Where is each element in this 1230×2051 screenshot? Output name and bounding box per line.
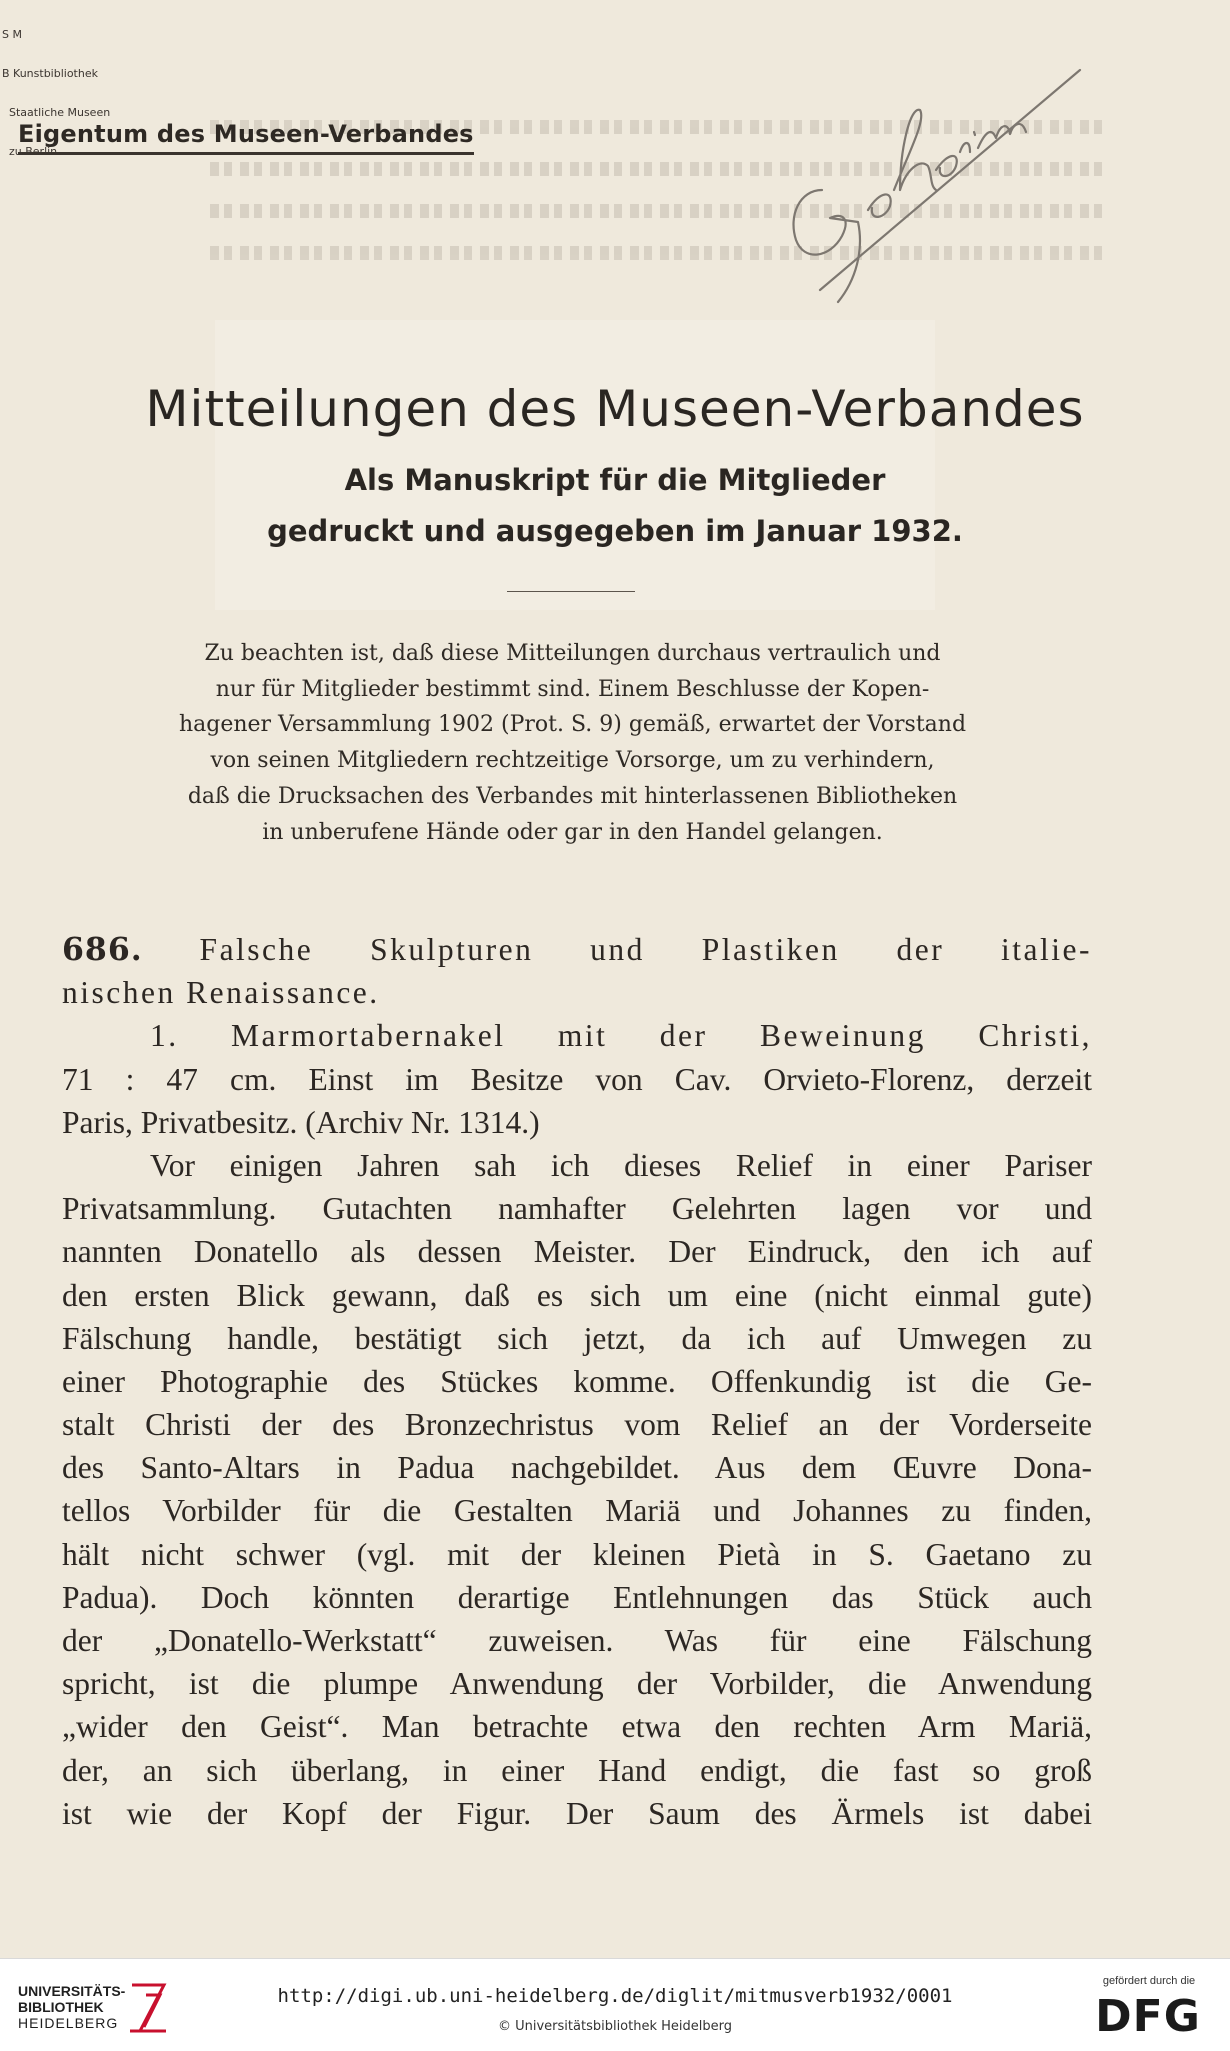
divider bbox=[507, 591, 635, 592]
body-line: Padua). Doch könnten derartige Entlehnungen das Stück auch bbox=[62, 1579, 1092, 1615]
library-stamp-line: zu Berlin bbox=[2, 145, 58, 158]
notice-line: hagener Versammlung 1902 (Prot. S. 9) gemäß, erwartet der Vorstand bbox=[178, 712, 967, 738]
notice-line: nur für Mitglieder bestimmt sind. Einem Beschlusse der Kopen- bbox=[215, 676, 930, 702]
article-heading-text: Falsche Skulpturen und Plastiken der italie- bbox=[199, 932, 1092, 967]
document-title: Mitteilungen des Museen-Verbandes bbox=[145, 380, 1085, 438]
body-line: stalt Christi der des Bronzechristus vom Relief an der Vorderseite bbox=[62, 1407, 1092, 1443]
body-line: den ersten Blick gewann, daß es sich um eine (nicht einmal gute) bbox=[62, 1277, 1092, 1313]
library-stamp-line: B Kunstbibliothek bbox=[2, 67, 98, 80]
body-line: „wider den Geist“. Man betrachte etwa den rechten Arm Mariä, bbox=[62, 1709, 1092, 1745]
item-line: 1. Marmortabernakel mit der Beweinung Christi, bbox=[150, 1018, 1092, 1054]
body-line: Privatsammlung. Gutachten namhafter Gelehrten lagen vor und bbox=[62, 1191, 1092, 1227]
article-heading bbox=[62, 928, 1092, 971]
body-line: des Santo-Altars in Padua nachgebildet. Aus dem Œuvre Dona- bbox=[62, 1450, 1092, 1486]
body-line: Vor einigen Jahren sah ich dieses Relief in einer Pariser bbox=[150, 1147, 1092, 1183]
body-line: der „Donatello-Werkstatt“ zuweisen. Was für eine Fälschung bbox=[62, 1623, 1092, 1658]
library-logo-line: UNIVERSITÄTS- bbox=[18, 1983, 126, 1999]
funding-note: gefördert durch die bbox=[1102, 1975, 1196, 1987]
item-line: Paris, Privatbesitz. (Archiv Nr. 1314.) bbox=[62, 1104, 540, 1140]
viewer-footer bbox=[0, 1958, 1230, 2051]
subtitle-line: gedruckt und ausgegeben im Januar 1932. bbox=[267, 514, 963, 548]
body-line: einer Photographie des Stückes komme. Offenkundig ist die Ge- bbox=[62, 1363, 1092, 1399]
item-line: 71 : 47 cm. Einst im Besitze von Cav. Orvieto-Florenz, derzeit bbox=[62, 1061, 1092, 1097]
permalink-url[interactable]: http://digi.ub.uni-heidelberg.de/diglit/mitmusverb1932/0001 bbox=[277, 1985, 953, 2007]
notice-line: in unberufene Hände oder gar in den Handel gelangen. bbox=[262, 819, 883, 845]
body-line: der, an sich überlang, in einer Hand endigt, die fast so groß bbox=[62, 1752, 1092, 1788]
body-line: nannten Donatello als dessen Meister. Der Eindruck, den ich auf bbox=[62, 1234, 1092, 1270]
dfg-logo[interactable]: DFG bbox=[1095, 1991, 1201, 2042]
body-line: hält nicht schwer (vgl. mit der kleinen Pietà in S. Gaetano zu bbox=[62, 1536, 1092, 1572]
confidentiality-notice bbox=[146, 636, 999, 850]
notice-line: Zu beachten ist, daß diese Mitteilungen durchaus vertraulich und bbox=[204, 641, 941, 666]
copyright-text: © Universitätsbibliothek Heidelberg bbox=[497, 2019, 732, 2034]
library-logo-line: HEIDELBERG bbox=[18, 2015, 119, 2031]
subtitle-line: Als Manuskript für die Mitglieder bbox=[344, 463, 886, 497]
library-stamp bbox=[2, 2, 110, 184]
handwritten-annotation bbox=[760, 40, 1100, 320]
library-stamp-line: Staatliche Museen bbox=[2, 106, 111, 119]
article-number: 686. bbox=[62, 931, 143, 968]
article-686 bbox=[62, 928, 1092, 1835]
body-line: Fälschung handle, bestätigt sich jetzt, da ich auf Umwegen zu bbox=[62, 1320, 1092, 1356]
ownership-stamp: Eigentum des Museen-Verbandes bbox=[18, 120, 474, 155]
library-logo-line: BIBLIOTHEK bbox=[18, 1999, 104, 2015]
article-heading-line: nischen Renaissance. bbox=[62, 975, 380, 1011]
notice-line: von seinen Mitgliedern rechtzeitige Vorsorge, um zu verhindern, bbox=[210, 748, 935, 774]
body-line: spricht, ist die plumpe Anwendung der Vorbilder, die Anwendung bbox=[62, 1666, 1092, 1702]
library-stamp-line: S M bbox=[2, 28, 22, 41]
body-line: ist wie der Kopf der Figur. Der Saum des Ärmels ist dabei bbox=[62, 1795, 1092, 1831]
body-line: tellos Vorbilder für die Gestalten Mariä und Johannes zu finden, bbox=[62, 1493, 1092, 1529]
notice-line: daß die Drucksachen des Verbandes mit hinterlassenen Bibliotheken bbox=[187, 783, 958, 809]
